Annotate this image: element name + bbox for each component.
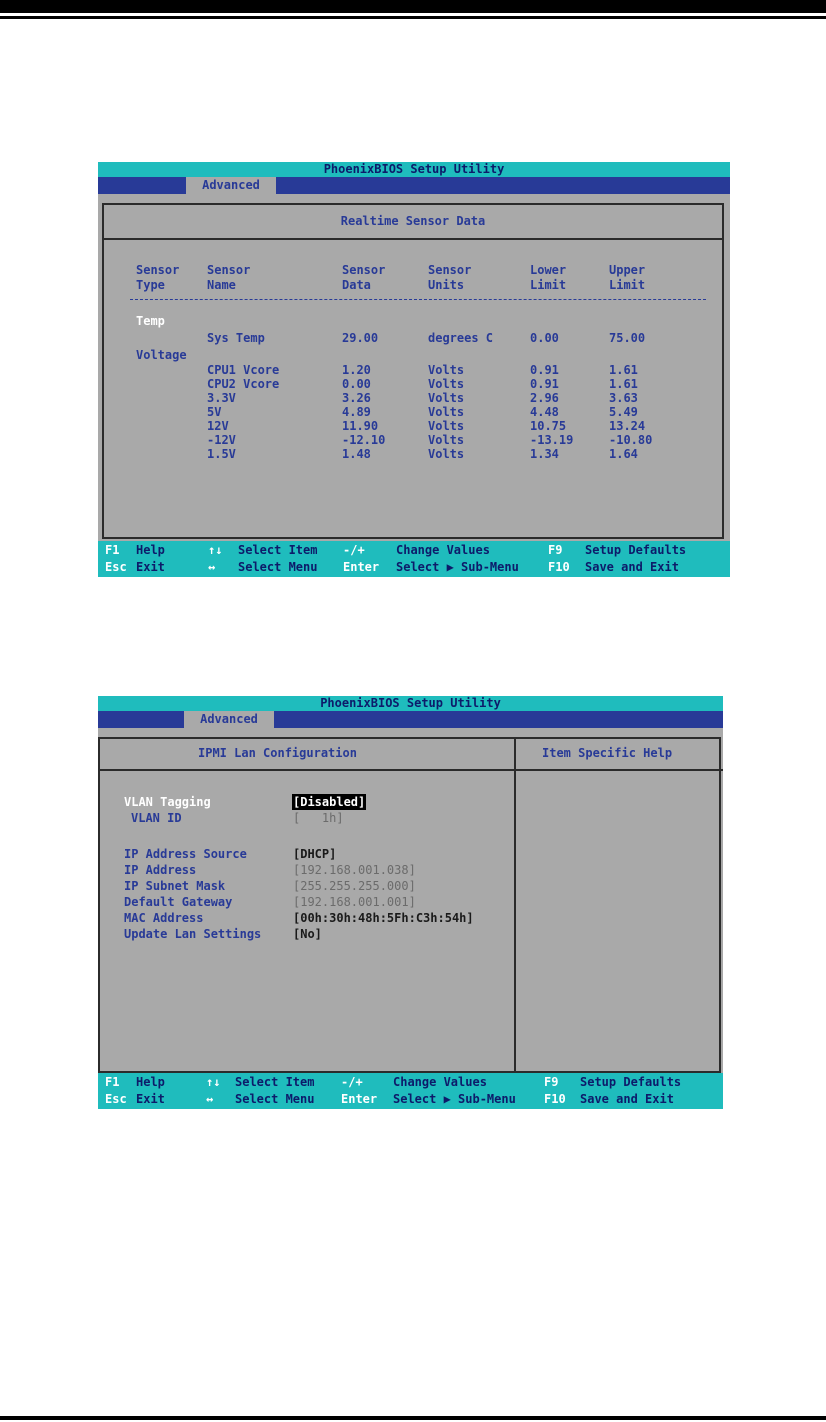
key-help-footer xyxy=(98,1073,723,1109)
col-header-sensor-units: Sensor Units xyxy=(428,263,472,292)
setting-label-mac-address: MAC Address xyxy=(124,911,204,925)
sensor-data: 4.89 xyxy=(342,405,371,419)
sensor-data: 3.26 xyxy=(342,391,371,405)
section-title: IPMI Lan Configuration xyxy=(198,746,357,760)
sensor-lower-limit: 4.48 xyxy=(530,405,559,419)
section-title: Realtime Sensor Data xyxy=(104,205,722,240)
sensor-name: -12V xyxy=(207,433,236,447)
key-esc: Esc xyxy=(105,1092,127,1106)
menu-bar xyxy=(98,177,730,194)
key-desc-select-submenu: Select ▶ Sub-Menu xyxy=(396,560,519,574)
setting-label-vlan-id: VLAN ID xyxy=(131,811,182,825)
sensor-upper-limit: 3.63 xyxy=(609,391,638,405)
setting-label-update-lan-settings: Update Lan Settings xyxy=(124,927,262,941)
sensor-units: Volts xyxy=(428,419,465,433)
setting-label-default-gateway: Default Gateway xyxy=(124,895,233,909)
sensor-data: 29.00 xyxy=(342,331,379,345)
setting-value-mac-address: [00h:30h:48h:5Fh:C3h:54h] xyxy=(293,911,474,925)
key-desc-select-item: Select Item xyxy=(235,1075,315,1089)
setting-value-vlan-id: [ 1h] xyxy=(293,811,344,825)
arrows-leftright-icon: ↔ xyxy=(206,1092,214,1106)
key-desc-setup-defaults: Setup Defaults xyxy=(585,543,687,557)
key-f10: F10 xyxy=(544,1092,566,1106)
sensor-upper-limit: 13.24 xyxy=(609,419,646,433)
sensor-name: 3.3V xyxy=(207,391,236,405)
sensor-name: CPU2 Vcore xyxy=(207,377,280,391)
sensor-upper-limit: 5.49 xyxy=(609,405,638,419)
setting-label-ip-address-source: IP Address Source xyxy=(124,847,247,861)
help-pane-divider xyxy=(514,737,516,1072)
panel-border-right xyxy=(719,737,721,1072)
key-desc-save-exit: Save and Exit xyxy=(580,1092,674,1106)
sensor-units: Volts xyxy=(428,363,465,377)
page-bottom-rule xyxy=(0,1416,826,1420)
tab-advanced[interactable]: Advanced xyxy=(186,177,276,194)
tab-advanced[interactable]: Advanced xyxy=(184,711,274,728)
sensor-lower-limit: -13.19 xyxy=(530,433,574,447)
sensor-data: 0.00 xyxy=(342,377,371,391)
arrows-leftright-icon: ↔ xyxy=(208,560,216,574)
key-desc-select-menu: Select Menu xyxy=(235,1092,315,1106)
arrows-updown-icon: ↑↓ xyxy=(206,1075,221,1089)
item-help-title: Item Specific Help xyxy=(542,746,673,760)
key-desc-exit: Exit xyxy=(136,560,165,574)
sensor-upper-limit: 1.61 xyxy=(609,377,638,391)
bios-title: PhoenixBIOS Setup Utility xyxy=(98,162,730,177)
sensor-upper-limit: -10.80 xyxy=(609,433,653,447)
setting-value-default-gateway: [192.168.001.001] xyxy=(293,895,416,909)
col-header-sensor-data: Sensor Data xyxy=(342,263,386,292)
sensor-lower-limit: 0.00 xyxy=(530,331,559,345)
sensor-upper-limit: 75.00 xyxy=(609,331,646,345)
setting-label-ip-address: IP Address xyxy=(124,863,197,877)
key-plus-minus: -/+ xyxy=(343,543,365,557)
sensor-units: Volts xyxy=(428,447,465,461)
key-enter: Enter xyxy=(343,560,380,574)
sensor-upper-limit: 1.64 xyxy=(609,447,638,461)
sensor-data: 11.90 xyxy=(342,419,379,433)
sensor-units: Volts xyxy=(428,391,465,405)
sensor-lower-limit: 0.91 xyxy=(530,377,559,391)
key-esc: Esc xyxy=(105,560,127,574)
setting-value-ip-address-source[interactable]: [DHCP] xyxy=(293,847,337,861)
sensor-name: CPU1 Vcore xyxy=(207,363,280,377)
sensor-units: Volts xyxy=(428,377,465,391)
arrows-updown-icon: ↑↓ xyxy=(208,543,223,557)
setting-value-ip-subnet-mask: [255.255.255.000] xyxy=(293,879,416,893)
sensor-lower-limit: 2.96 xyxy=(530,391,559,405)
panel-border-left xyxy=(98,737,100,1072)
key-f9: F9 xyxy=(548,543,563,557)
group-label-temp: Temp xyxy=(136,314,165,328)
key-desc-select-submenu: Select ▶ Sub-Menu xyxy=(393,1092,516,1106)
col-header-upper-limit: Upper Limit xyxy=(609,263,646,292)
sensor-data: 1.20 xyxy=(342,363,371,377)
key-plus-minus: -/+ xyxy=(341,1075,363,1089)
sensor-name: Sys Temp xyxy=(207,331,265,345)
key-f9: F9 xyxy=(544,1075,559,1089)
key-desc-change-values: Change Values xyxy=(396,543,490,557)
sensor-lower-limit: 1.34 xyxy=(530,447,559,461)
setting-label-ip-subnet-mask: IP Subnet Mask xyxy=(124,879,226,893)
key-desc-help: Help xyxy=(136,1075,165,1089)
col-header-sensor-type: Sensor Type xyxy=(136,263,180,292)
key-desc-setup-defaults: Setup Defaults xyxy=(580,1075,682,1089)
col-header-lower-limit: Lower Limit xyxy=(530,263,567,292)
sensor-units: degrees C xyxy=(428,331,494,345)
key-f10: F10 xyxy=(548,560,570,574)
sensor-lower-limit: 10.75 xyxy=(530,419,567,433)
key-desc-save-exit: Save and Exit xyxy=(585,560,679,574)
key-desc-select-menu: Select Menu xyxy=(238,560,318,574)
setting-value-ip-address: [192.168.001.038] xyxy=(293,863,416,877)
key-desc-select-item: Select Item xyxy=(238,543,318,557)
sensor-data: -12.10 xyxy=(342,433,386,447)
key-enter: Enter xyxy=(341,1092,378,1106)
bios-screen-ipmi-lan xyxy=(98,696,723,1109)
setting-value-update-lan-settings[interactable]: [No] xyxy=(293,927,322,941)
group-label-voltage: Voltage xyxy=(136,348,187,362)
sensor-data: 1.48 xyxy=(342,447,371,461)
menu-bar xyxy=(98,711,723,728)
header-divider xyxy=(130,299,706,300)
page-top-rule-thin xyxy=(0,16,826,19)
key-f1: F1 xyxy=(105,1075,120,1089)
sensor-units: Volts xyxy=(428,405,465,419)
col-header-sensor-name: Sensor Name xyxy=(207,263,251,292)
bios-screen-sensor-data xyxy=(98,162,730,577)
panel-header-divider xyxy=(98,769,723,771)
sensor-name: 1.5V xyxy=(207,447,236,461)
key-desc-change-values: Change Values xyxy=(393,1075,487,1089)
key-desc-exit: Exit xyxy=(136,1092,165,1106)
page-top-rule xyxy=(0,0,826,13)
sensor-upper-limit: 1.61 xyxy=(609,363,638,377)
bios-title: PhoenixBIOS Setup Utility xyxy=(98,696,723,711)
key-f1: F1 xyxy=(105,543,120,557)
sensor-units: Volts xyxy=(428,433,465,447)
key-desc-help: Help xyxy=(136,543,165,557)
key-help-footer xyxy=(98,541,730,577)
sensor-lower-limit: 0.91 xyxy=(530,363,559,377)
panel-border-top xyxy=(98,737,721,739)
sensor-name: 12V xyxy=(207,419,229,433)
setting-label-vlan-tagging: VLAN Tagging xyxy=(124,795,211,809)
setting-value-vlan-tagging[interactable]: [Disabled] xyxy=(293,795,366,809)
sensor-name: 5V xyxy=(207,405,222,419)
